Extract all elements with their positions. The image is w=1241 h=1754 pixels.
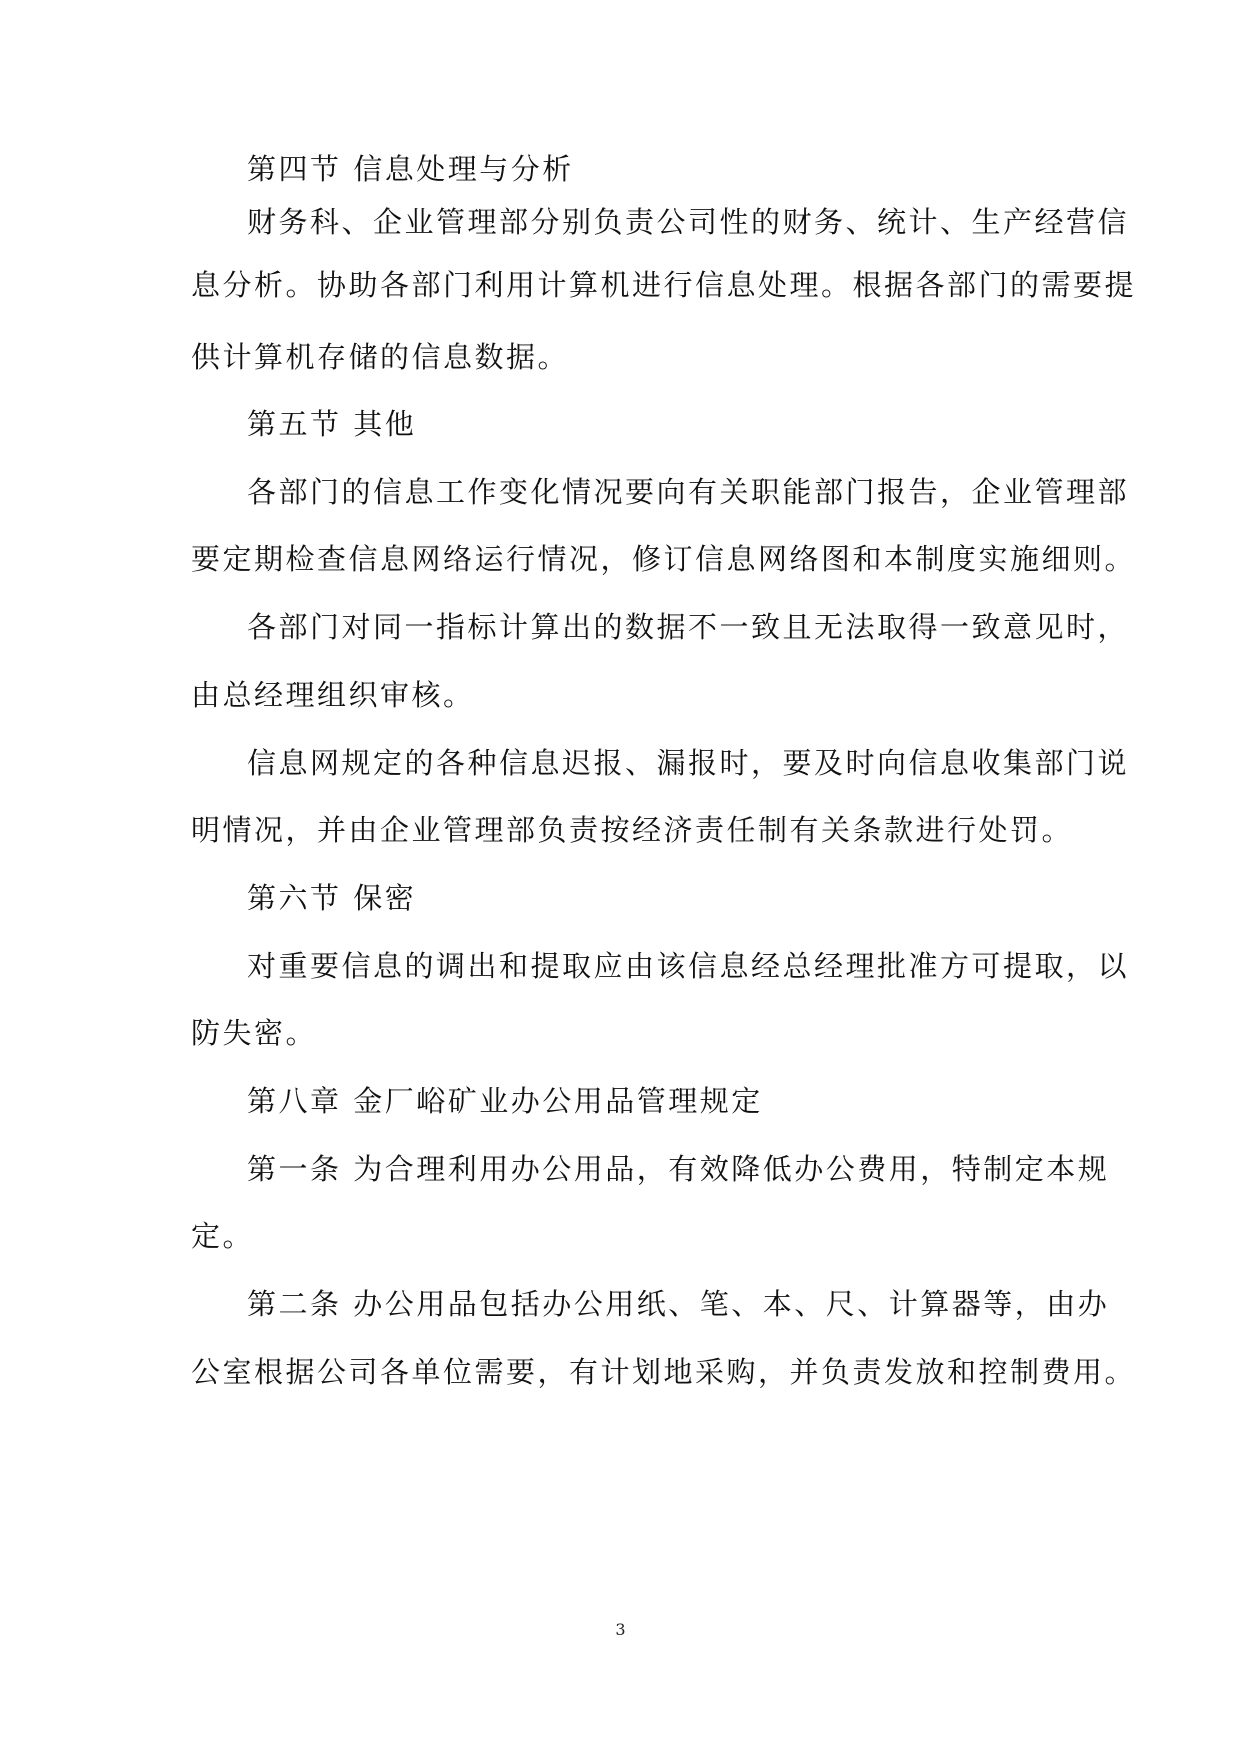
paragraph-line: 公室根据公司各单位需要，有计划地采购，并负责发放和控制费用。 — [191, 1355, 1137, 1389]
paragraph-line: 第二条 办公用品包括办公用纸、笔、本、尺、计算器等，由办 — [247, 1287, 1110, 1321]
paragraph-line: 信息网规定的各种信息迟报、漏报时，要及时向信息收集部门说 — [247, 746, 1130, 780]
paragraph-line: 由总经理组织审核。 — [191, 678, 475, 712]
paragraph-line: 防失密。 — [191, 1016, 318, 1050]
paragraph-line: 财务科、企业管理部分别负责公司性的财务、统计、生产经营信 — [247, 205, 1130, 239]
paragraph-line: 要定期检查信息网络运行情况，修订信息网络图和本制度实施细则。 — [191, 542, 1137, 576]
paragraph-line: 供计算机存储的信息数据。 — [191, 340, 570, 374]
paragraph-line: 第一条 为合理利用办公用品，有效降低办公费用，特制定本规 — [247, 1152, 1110, 1186]
paragraph-line: 各部门的信息工作变化情况要向有关职能部门报告，企业管理部 — [247, 475, 1130, 509]
paragraph-line: 各部门对同一指标计算出的数据不一致且无法取得一致意见时， — [247, 610, 1130, 644]
section-heading-5: 第五节 其他 — [247, 407, 417, 441]
paragraph-line: 对重要信息的调出和提取应由该信息经总经理批准方可提取，以 — [247, 949, 1130, 983]
paragraph-line: 息分析。协助各部门利用计算机进行信息处理。根据各部门的需要提 — [191, 268, 1137, 302]
section-heading-6: 第六节 保密 — [247, 881, 417, 915]
chapter-heading-8: 第八章 金厂峪矿业办公用品管理规定 — [247, 1084, 763, 1118]
paragraph-line: 定。 — [191, 1219, 255, 1253]
page-number: 3 — [615, 1620, 626, 1639]
paragraph-line: 明情况，并由企业管理部负责按经济责任制有关条款进行处罚。 — [191, 813, 1074, 847]
section-heading-4: 第四节 信息处理与分析 — [247, 152, 574, 186]
